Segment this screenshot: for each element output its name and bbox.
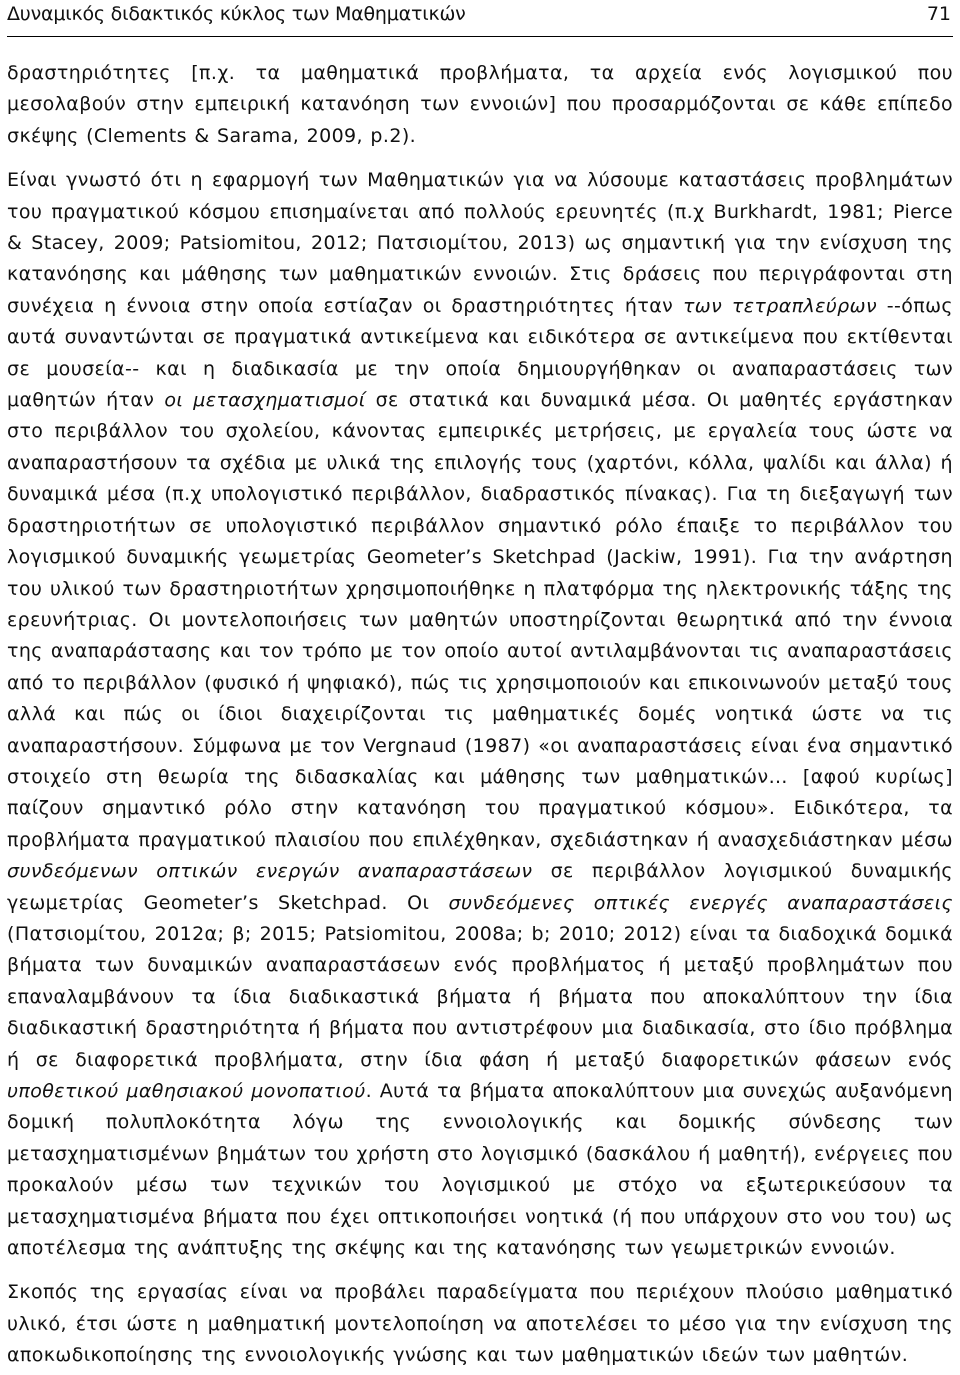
page-number: 71 — [926, 3, 951, 25]
italic-term: των τετραπλεύρων — [682, 294, 877, 317]
page-header — [7, 0, 953, 37]
page-body — [7, 58, 953, 1372]
text-run: . Αυτά τα βήματα αποκαλύπτουν μια συνεχώς αυξανόμενη δομική πολυπλοκότητα λόγω της εννοιολογικής και δομικής σύνδεσης των μετασχηματισμένων βημάτων του χρήστη στο λογισμικό (δασκάλου ή μαθητή), ενέργειες που προκαλούν μέσω των τεχνικών του λογισμικού με στόχο να εξωτερικεύσουν τα μετασχηματισμένα βήματα που έχει οπτικοποιήσει νοητικά (ή που υπάρχουν στο νου του) ως αποτέλεσμα της ανάπτυξης της σκέψης και της κατανόησης των γεωμετρικών εννοιών. — [7, 1080, 953, 1260]
paragraph-1 — [7, 58, 953, 152]
text-run: σε περιβάλλον λογισμικού δυναμικής γεωμετρίας Geometer’s Sketchpad. Οι — [7, 860, 953, 914]
italic-term: υποθετικού μαθησιακού μονοπατιού — [7, 1080, 366, 1102]
italic-term: οι μετασχηματισμοί — [164, 389, 366, 412]
text-run: (Πατσιομίτου, 2012α; β; 2015; Patsiomitou, 2008a; b; 2010; 2012) είναι τα διαδοχικά δομικά βήματα των δυναμικών αναπαραστάσεων ενός προβλήματος ή μεταξύ προβλημάτων που επαναλαμβάνουν τα ίδια διαδικαστικά βήματα ή βήματα που αποκαλύπτουν την ίδια διαδικαστική δραστηριότητα ή βήματα που αντιστρέφουν μια διαδικασία, στο ίδιο πρόβλημα ή σε διαφορετικά προβλήματα, στην ίδια φάση ή μεταξύ διαφορετικών φάσεων ενός — [7, 922, 953, 1071]
text-run: Είναι γνωστό ότι η εφαρμογή των Μαθηματικών για να λύσουμε καταστάσεις προβλημάτων του πραγματικού κόσμου επισημαίνεται από πολλούς ερευνητές (π.χ Burkhardt, 1981; Pierce & Stacey, 2009; Patsiomitou, 2012; Πατσιομίτου, 2013) ως σημαντική για την ενίσχυση της κατανόησης και μάθησης των μαθηματικών εννοιών. Στις δράσεις που περιγράφονται στη συνέχεια η έννοια στην οποία εστίαζαν οι δραστηριότητες ήταν — [7, 169, 953, 317]
italic-term: συνδεόμενες οπτικές ενεργές αναπαραστάσεις — [448, 891, 953, 914]
text-run: --όπως αυτά συναντώνται σε πραγματικά αντικείμενα και ειδικότερα σε αντικείμενα που εκτίθενται σε μουσεία-- και η διαδικασία με την οποία δημιουργήθηκαν οι αναπαραστάσεις των μαθητών ήταν — [7, 294, 953, 412]
paragraph-3 — [7, 1277, 953, 1371]
paragraph-2 — [7, 165, 953, 1264]
italic-term: συνδεόμενων οπτικών ενεργών αναπαραστάσεων — [7, 860, 533, 883]
header-title: Δυναμικός διδακτικός κύκλος των Μαθηματικών — [7, 3, 466, 25]
text-run: Σκοπός της εργασίας είναι να προβάλει παραδείγματα που περιέχουν πλούσιο μαθηματικό υλικό, έτσι ώστε η μαθηματική μοντελοποίηση να αποτελέσει το μέσο για την ενίσχυση της αποκωδικοποίησης της εννοιολογικής γνώσης και των μαθηματικών ιδεών των μαθητών. — [7, 1281, 953, 1367]
text-run: σε στατικά και δυναμικά μέσα. Οι μαθητές εργάστηκαν στο περιβάλλον του σχολείου, κάνοντας εμπειρικές μετρήσεις, με εργαλεία τους ώστε να αναπαραστήσουν τα σχέδια με υλικά της επιλογής τους (χαρτόνι, κόλλα, ψαλίδι και άλλα) ή δυναμικά μέσα (π.χ υπολογιστικό περιβάλλον, διαδραστικός πίνακας). Για τη διεξαγωγή των δραστηριοτήτων σε υπολογιστικό περιβάλλον σημαντικό ρόλο έπαιξε το περιβάλλον του λογισμικού δυναμικής γεωμετρίας Geometer’s Sketchpad (Jackiw, 1991). Για την ανάρτηση του υλικού των δραστηριοτήτων χρησιμοποιήθηκε η πλατφόρμα της ηλεκτρονικής τάξης της ερευνήτριας. Οι μοντελοποιήσεις των μαθητών υποστηρίζονται θεωρητικά από την έννοια της αναπαράστασης και τον τρόπο με τον οποίο αυτοί αντιλαμβάνονται τις αναπαραστάσεις από το περιβάλλον (φυσικό ή ψηφιακό), πώς τις χρησιμοποιούν και επικοινωνούν μεταξύ τους αλλά και πώς οι ίδιοι διαχειρίζονται τις μαθηματικές δομές νοητικά ώστε να τις αναπαραστήσουν. Σύμφωνα με τον Vergnaud (1987) «οι αναπαραστάσεις είναι ένα σημαντικό στοιχείο στη θεωρία της διδασκαλίας και μάθησης των μαθηματικών… [αφού κυρίως] παίζουν σημαντικό ρόλο στην κατανόηση του πραγματικού κόσμου». Ειδικότερα, τα προβλήματα πραγματικού πλαισίου που επιλέχθηκαν, σχεδιάστηκαν ή ανασχεδιάστηκαν μέσω — [7, 389, 954, 851]
text-run: δραστηριότητες [π.χ. τα μαθηματικά προβλήματα, τα αρχεία ενός λογισμικού που μεσολαβούν στην εμπειρική κατανόηση των εννοιών] που προσαρμόζονται σε κάθε επίπεδο σκέψης (Clements & Sarama, 2009, p.2). — [7, 62, 953, 147]
